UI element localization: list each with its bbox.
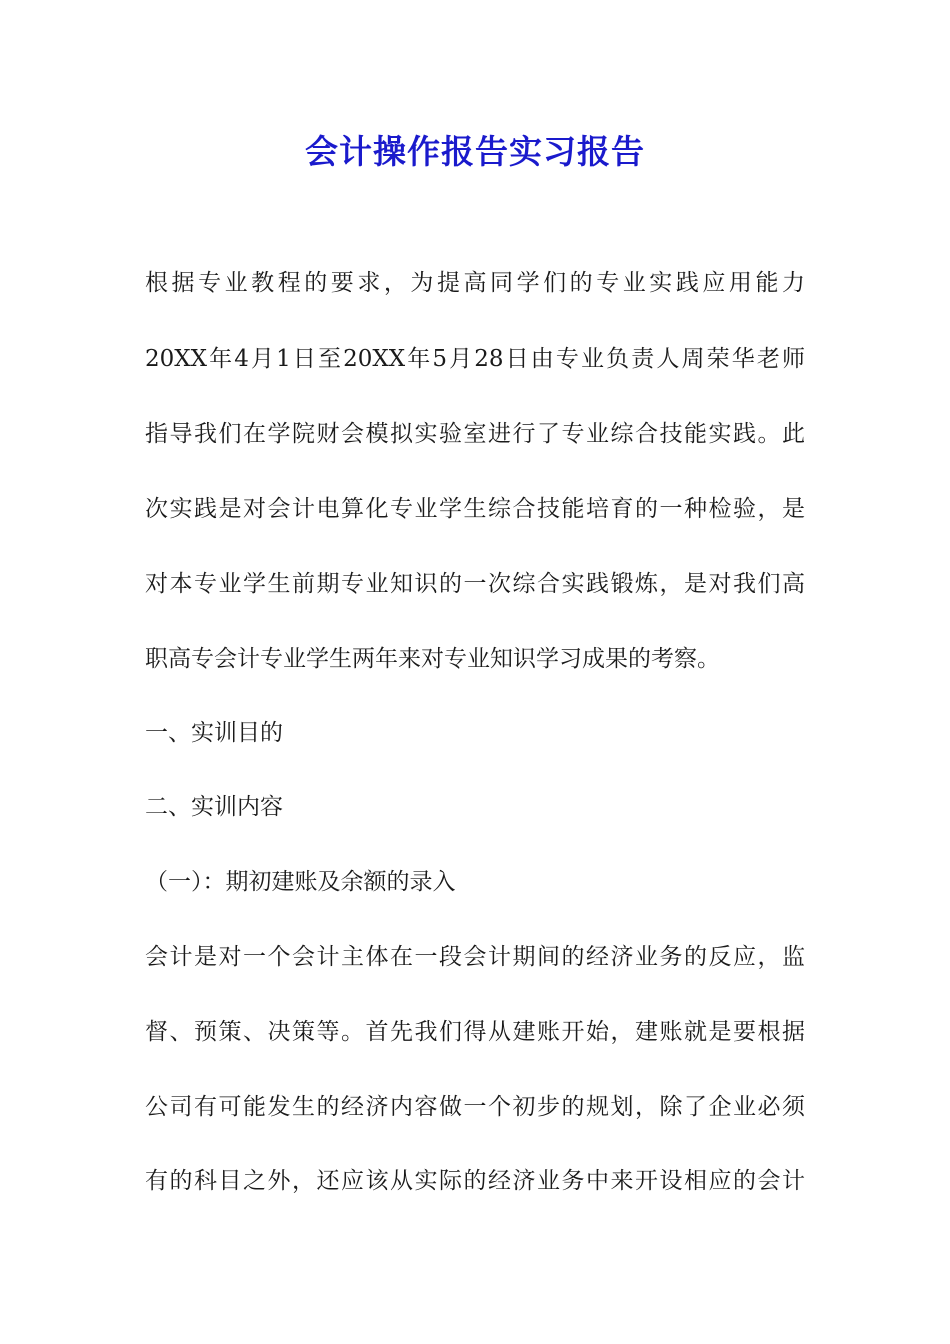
section-heading: 一、实训目的 <box>145 720 283 746</box>
paragraph-line: 督、预策、决策等。首先我们得从建账开始，建账就是要根据 <box>145 1019 805 1045</box>
subsection-heading: （一）：期初建账及余额的录入 <box>145 869 456 895</box>
paragraph-line: 次实践是对会计电算化专业学生综合技能培育的一种检验，是 <box>145 496 805 522</box>
paragraph-line: 公司有可能发生的经济内容做一个初步的规划，除了企业必须 <box>145 1094 805 1120</box>
section-heading: 二、实训内容 <box>145 794 283 820</box>
paragraph-line: 根据专业教程的要求，为提高同学们的专业实践应用能力 <box>145 270 805 296</box>
paragraph-line: 指导我们在学院财会模拟实验室进行了专业综合技能实践。此 <box>145 421 805 447</box>
paragraph-line: 职高专会计专业学生两年来对专业知识学习成果的考察。 <box>145 646 720 672</box>
paragraph-line: 会计是对一个会计主体在一段会计期间的经济业务的反应，监 <box>145 944 805 970</box>
paragraph-line: 20XX年4月1日至20XX年5月28日由专业负责人周荣华老师 <box>145 346 805 372</box>
document-title: 会计操作报告实习报告 <box>305 132 645 171</box>
paragraph-line: 对本专业学生前期专业知识的一次综合实践锻炼，是对我们高 <box>145 571 805 597</box>
paragraph-line: 有的科目之外，还应该从实际的经济业务中来开设相应的会计 <box>145 1168 805 1194</box>
